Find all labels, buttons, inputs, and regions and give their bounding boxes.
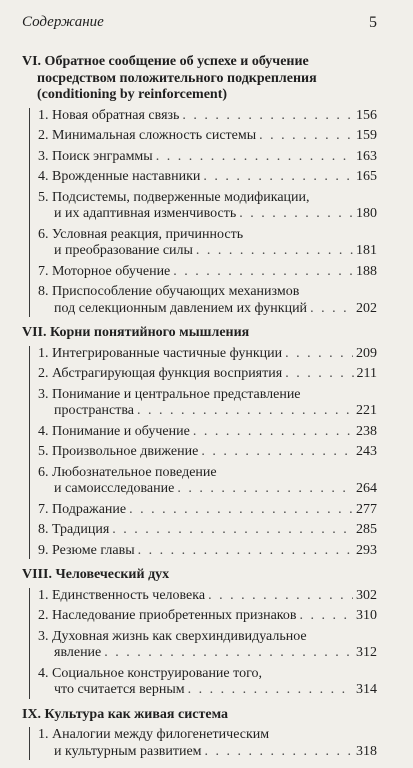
entry-title-line: 8. Традиция <box>38 522 110 537</box>
entry-page-number: 181 <box>356 243 377 258</box>
toc-entry <box>38 629 377 662</box>
entry-page-number: 188 <box>356 263 377 279</box>
entry-title-line: 2. Абстрагирующая функция восприятия <box>38 366 283 381</box>
section-title <box>22 707 377 724</box>
toc-entry <box>38 666 377 699</box>
section-title <box>22 567 377 584</box>
dot-leader <box>193 424 353 441</box>
dot-leader <box>201 444 353 461</box>
entry-list <box>29 346 377 560</box>
toc-entry <box>38 149 377 166</box>
entry-title-line: 7. Моторное обучение <box>38 263 171 279</box>
entry-list <box>29 588 377 699</box>
entry-title-line: 9. Резюме главы <box>38 542 135 558</box>
toc-section <box>22 54 377 317</box>
dot-leader <box>205 744 353 761</box>
section-title-line: VIII. Человеческий дух <box>22 567 170 582</box>
entry-title-line: 5. Подсистемы, подверженные модификации, <box>38 189 310 205</box>
entry-title-line: 8. Приспособление обучающих механизмов <box>38 284 300 299</box>
toc-entry <box>38 522 377 539</box>
toc-section <box>22 567 377 699</box>
entry-page-number: 180 <box>356 206 377 221</box>
toc-entry <box>38 128 377 145</box>
entry-page-number: 165 <box>356 169 377 184</box>
section-title-line: посредством положительного подкрепления <box>37 70 317 86</box>
entry-page-number: 285 <box>356 522 377 537</box>
entry-page-number: 221 <box>356 403 377 418</box>
entry-page-number: 318 <box>356 743 377 759</box>
entry-title-line: 6. Условная реакция, причинность <box>38 226 244 242</box>
dot-leader <box>299 608 353 625</box>
toc-entry <box>38 502 377 519</box>
page-number: 5 <box>369 14 377 31</box>
entry-title-line: 1. Интегрированные частичные функции <box>38 345 283 361</box>
section-title <box>22 325 377 342</box>
toc-entry <box>38 387 377 420</box>
entry-title-line: и их адаптивная изменчивость <box>54 206 237 221</box>
table-of-contents <box>22 54 377 768</box>
toc-entry <box>38 169 377 186</box>
section-title-line: IX. Культура как живая система <box>22 706 229 722</box>
entry-page-number: 163 <box>356 148 377 164</box>
entry-page-number: 277 <box>356 501 377 517</box>
entry-page-number: 209 <box>356 345 377 361</box>
entry-title-line: и культурным развитием <box>54 743 202 759</box>
toc-entry <box>38 424 377 441</box>
toc-section <box>22 707 377 761</box>
toc-entry <box>38 108 377 125</box>
toc-entry <box>38 227 377 260</box>
entry-page-number: 156 <box>356 107 377 123</box>
toc-entry <box>38 727 377 760</box>
entry-title-line: 1. Единственность человека <box>38 587 206 603</box>
dot-leader <box>137 403 353 420</box>
entry-title-line: 5. Произвольное движение <box>38 444 199 459</box>
dot-leader <box>285 346 353 363</box>
entry-page-number: 293 <box>356 542 377 558</box>
entry-title-line: под селекционным давлением их функций <box>54 300 308 316</box>
section-title-line: (conditioning by reinforcement) <box>37 87 228 102</box>
dot-leader <box>259 128 353 145</box>
toc-entry <box>38 444 377 461</box>
entry-title-line: 3. Духовная жизнь как сверхиндивидуальное <box>38 628 307 644</box>
toc-section <box>22 325 377 559</box>
running-title: Содержание <box>22 14 104 30</box>
entry-title-line: что считается верным <box>54 682 185 697</box>
dot-leader <box>285 366 353 383</box>
entry-page-number: 202 <box>356 300 377 316</box>
entry-page-number: 312 <box>356 645 377 660</box>
toc-entry <box>38 588 377 605</box>
entry-page-number: 310 <box>356 608 377 623</box>
toc-entry <box>38 543 377 560</box>
entry-page-number: 243 <box>356 444 377 459</box>
entry-title-line: и преобразование силы <box>54 243 193 258</box>
section-title-line: VI. Обратное сообщение об успехе и обучение <box>22 54 309 69</box>
entry-page-number: 238 <box>356 423 377 439</box>
toc-entry <box>38 346 377 363</box>
dot-leader <box>310 301 353 318</box>
entry-page-number: 159 <box>356 128 377 143</box>
entry-title-line: 4. Социальное конструирование того, <box>38 665 262 681</box>
section-title <box>22 54 377 104</box>
toc-entry <box>38 190 377 223</box>
dot-leader <box>173 264 353 281</box>
toc-entry <box>38 366 377 383</box>
entry-page-number: 264 <box>356 481 377 496</box>
entry-page-number: 314 <box>356 682 377 697</box>
entry-title-line: 7. Подражание <box>38 501 127 517</box>
entry-title-line: 1. Аналогии между филогенетическим <box>38 727 270 742</box>
dot-leader <box>177 481 353 498</box>
entry-title-line: 6. Любознательное поведение <box>38 464 217 480</box>
entry-title-line: пространства <box>54 403 135 418</box>
dot-leader <box>112 522 353 539</box>
entry-title-line: 2. Наследование приобретенных признаков <box>38 608 297 623</box>
entry-title-line: и самоисследование <box>54 481 175 496</box>
entry-page-number: 211 <box>356 366 377 381</box>
dot-leader <box>156 149 353 166</box>
entry-list <box>29 108 377 318</box>
entry-title-line: 3. Понимание и центральное представление <box>38 386 301 402</box>
dot-leader <box>208 588 353 605</box>
dot-leader <box>138 543 353 560</box>
dot-leader <box>104 645 353 662</box>
dot-leader <box>203 169 353 186</box>
running-header <box>22 14 377 38</box>
toc-entry <box>38 264 377 281</box>
entry-title-line: 2. Минимальная сложность системы <box>38 128 257 143</box>
dot-leader <box>196 243 353 260</box>
entry-list <box>29 727 377 760</box>
dot-leader <box>239 206 353 223</box>
entry-title-line: 4. Понимание и обучение <box>38 423 190 439</box>
entry-title-line: явление <box>54 645 102 660</box>
dot-leader <box>182 108 353 125</box>
entry-title-line: 4. Врожденные наставники <box>38 169 201 184</box>
entry-title-line: 1. Новая обратная связь <box>38 107 180 123</box>
dot-leader <box>129 502 353 519</box>
toc-entry <box>38 608 377 625</box>
toc-entry <box>38 465 377 498</box>
entry-page-number: 302 <box>356 587 377 603</box>
entry-title-line: 3. Поиск энграммы <box>38 148 153 164</box>
section-title-line: VII. Корни понятийного мышления <box>22 325 250 340</box>
dot-leader <box>188 682 353 699</box>
toc-entry <box>38 284 377 317</box>
